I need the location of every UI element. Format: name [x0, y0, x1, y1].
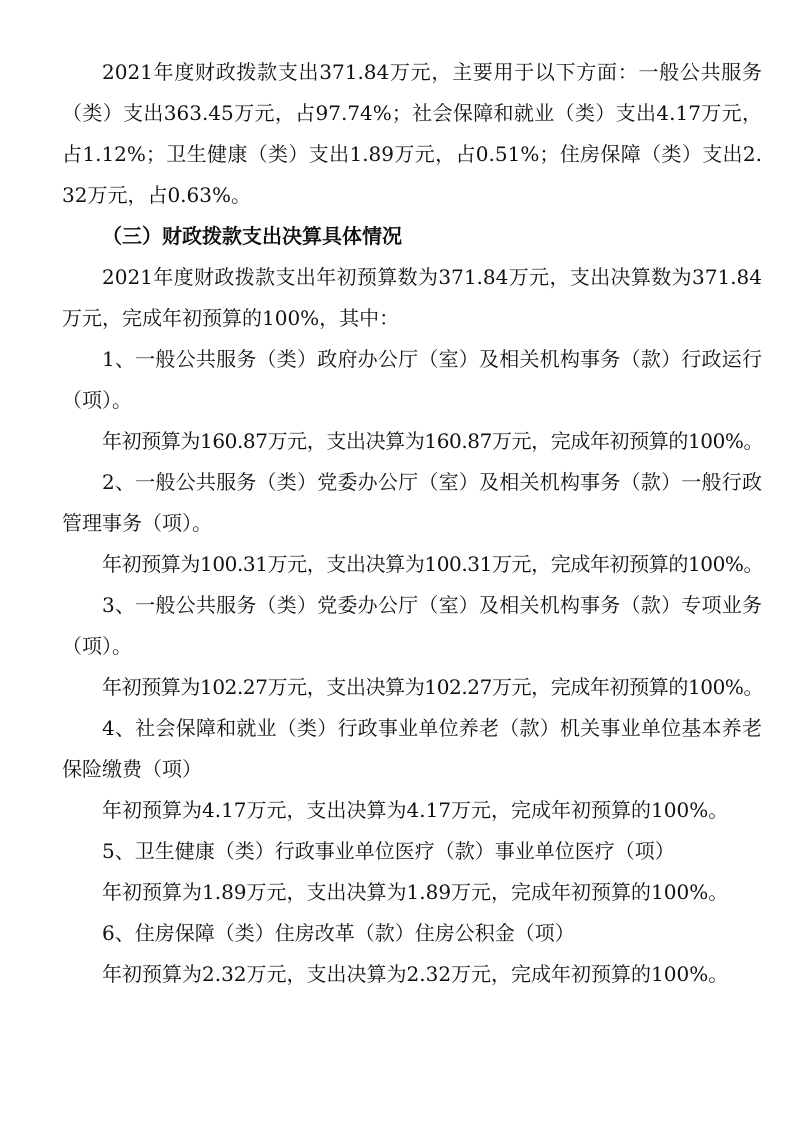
item-detail: 年初预算为160.87万元，支出决算为160.87万元，完成年初预算的100%。: [102, 429, 764, 453]
item-title: 4、社会保障和就业（类）行政事业单位养老（款）机关事业单位基本养老保险缴费（项）: [62, 716, 762, 781]
item-title: 6、住房保障（类）住房改革（款）住房公积金（项）: [102, 921, 575, 945]
item-detail: 年初预算为1.89万元，支出决算为1.89万元，完成年初预算的100%。: [102, 880, 729, 904]
item-title: 5、卫生健康（类）行政事业单位医疗（款）事业单位医疗（项）: [102, 839, 675, 863]
item-title: 3、一般公共服务（类）党委办公厅（室）及相关机构事务（款）专项业务（项）。: [62, 593, 762, 658]
item-detail: 年初预算为102.27万元，支出决算为102.27万元，完成年初预算的100%。: [102, 675, 764, 699]
item-detail: 年初预算为100.31万元，支出决算为100.31万元，完成年初预算的100%。: [102, 552, 764, 576]
item-detail: 年初预算为4.17万元，支出决算为4.17万元，完成年初预算的100%。: [102, 798, 729, 822]
item-title: 1、一般公共服务（类）政府办公厅（室）及相关机构事务（款）行政运行（项）。: [62, 347, 762, 412]
item-detail: 年初预算为2.32万元，支出决算为2.32万元，完成年初预算的100%。: [102, 962, 729, 986]
intro-paragraph: 2021年度财政拨款支出371.84万元，主要用于以下方面：一般公共服务（类）支出363.45万元，占97.74%；社会保障和就业（类）支出4.17万元，占1.12%；卫生健康（类）支出1.89万元，占0.51%；住房保障（类）支出2.32万元，占0.63%。: [62, 60, 762, 207]
item-title: 2、一般公共服务（类）党委办公厅（室）及相关机构事务（款）一般行政管理事务（项）。: [62, 470, 762, 535]
section-heading: （三）财政拨款支出决算具体情况: [102, 224, 402, 248]
document-page: [62, 52, 762, 995]
summary-paragraph: 2021年度财政拨款支出年初预算数为371.84万元，支出决算数为371.84万元，完成年初预算的100%，其中：: [62, 265, 762, 330]
